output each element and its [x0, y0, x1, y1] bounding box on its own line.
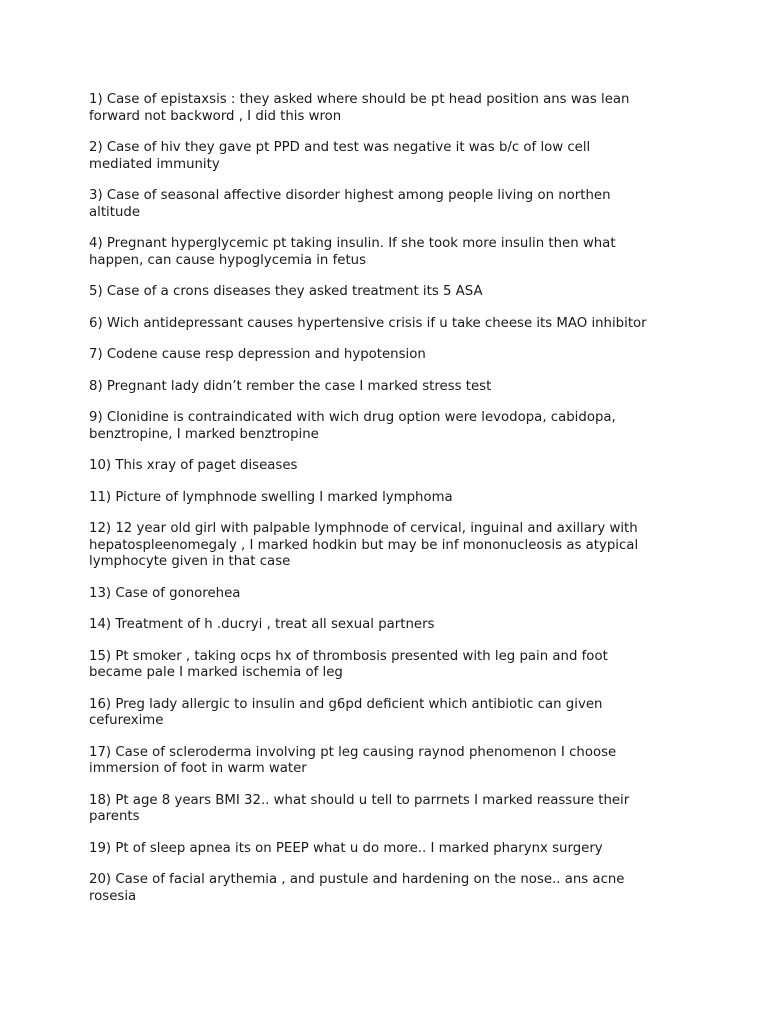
- list-item-line: 11) Picture of lymphnode swelling I marked lymphoma: [89, 489, 453, 505]
- list-item-line: lymphocyte given in that case: [89, 554, 291, 569]
- list-item: [89, 458, 679, 475]
- list-item-line: 6) Wich antidepressant causes hypertensive crisis if u take cheese its MAO inhibitor: [89, 315, 647, 331]
- list-item-line: altitude: [89, 204, 141, 220]
- list-item-line: benztropine, I marked benztropine: [89, 426, 319, 442]
- list-item: [89, 521, 679, 571]
- list-item-line: 19) Pt of sleep apnea its on PEEP what u do more.. I marked pharynx surgery: [89, 840, 603, 856]
- list-item-line: 13) Case of gonorehea: [89, 585, 241, 601]
- list-item-line: 12) 12 year old girl with palpable lymphnode of cervical, inguinal and axillary with: [89, 521, 638, 536]
- list-item-line: 5) Case of a crons diseases they asked treatment its 5 ASA: [89, 284, 483, 299]
- list-item-line: 10) This xray of paget diseases: [89, 458, 298, 473]
- list-item-line: 20) Case of facial arythemia , and pustule and hardening on the nose.. ans acne: [89, 872, 625, 887]
- question-list: [89, 92, 679, 920]
- list-item: [89, 490, 679, 507]
- list-item: [89, 649, 679, 682]
- list-item-line: 9) Clonidine is contraindicated with wich drug option were levodopa, cabidopa,: [89, 410, 616, 425]
- list-item: [89, 841, 679, 858]
- list-item-line: 8) Pregnant lady didn’t rember the case I marked stress test: [89, 378, 492, 394]
- list-item: [89, 92, 679, 125]
- list-item: [89, 793, 679, 826]
- list-item: [89, 617, 679, 634]
- list-item-line: 3) Case of seasonal affective disorder highest among people living on northen: [89, 188, 611, 203]
- list-item: [89, 347, 679, 364]
- list-item: [89, 586, 679, 603]
- list-item-line: 18) Pt age 8 years BMI 32.. what should u tell to parrnets I marked reassure their: [89, 792, 630, 808]
- list-item-line: forward not backword , I did this wron: [89, 108, 342, 124]
- list-item: [89, 697, 679, 730]
- list-item-line: hepatospleenomegaly , I marked hodkin but may be inf mononucleosis as atypical: [89, 537, 639, 553]
- list-item: [89, 316, 679, 333]
- list-item-line: 14) Treatment of h .ducryi , treat all sexual partners: [89, 617, 435, 632]
- list-item-line: 2) Case of hiv they gave pt PPD and test was negative it was b/c of low cell: [89, 140, 591, 155]
- list-item-line: cefurexime: [89, 713, 164, 728]
- list-item-line: 4) Pregnant hyperglycemic pt taking insulin. If she took more insulin then what: [89, 236, 616, 251]
- list-item-line: immersion of foot in warm water: [89, 761, 307, 776]
- list-item: [89, 284, 679, 301]
- list-item: [89, 410, 679, 443]
- list-item: [89, 379, 679, 396]
- list-item-line: 16) Preg lady allergic to insulin and g6pd deficient which antibiotic can given: [89, 696, 603, 712]
- list-item-line: 17) Case of scleroderma involving pt leg causing raynod phenomenon I choose: [89, 744, 617, 760]
- list-item-line: 15) Pt smoker , taking ocps hx of thrombosis presented with leg pain and foot: [89, 648, 608, 664]
- list-item: [89, 872, 679, 905]
- list-item-line: 7) Codene cause resp depression and hypotension: [89, 347, 426, 362]
- list-item-line: parents: [89, 809, 140, 824]
- list-item: [89, 188, 679, 221]
- list-item-line: 1) Case of epistaxsis : they asked where should be pt head position ans was lean: [89, 92, 630, 107]
- list-item: [89, 140, 679, 173]
- list-item: [89, 745, 679, 778]
- list-item-line: became pale I marked ischemia of leg: [89, 665, 343, 680]
- list-item-line: happen, can cause hypoglycemia in fetus: [89, 252, 367, 268]
- list-item-line: mediated immunity: [89, 156, 220, 172]
- list-item-line: rosesia: [89, 888, 137, 904]
- list-item: [89, 236, 679, 269]
